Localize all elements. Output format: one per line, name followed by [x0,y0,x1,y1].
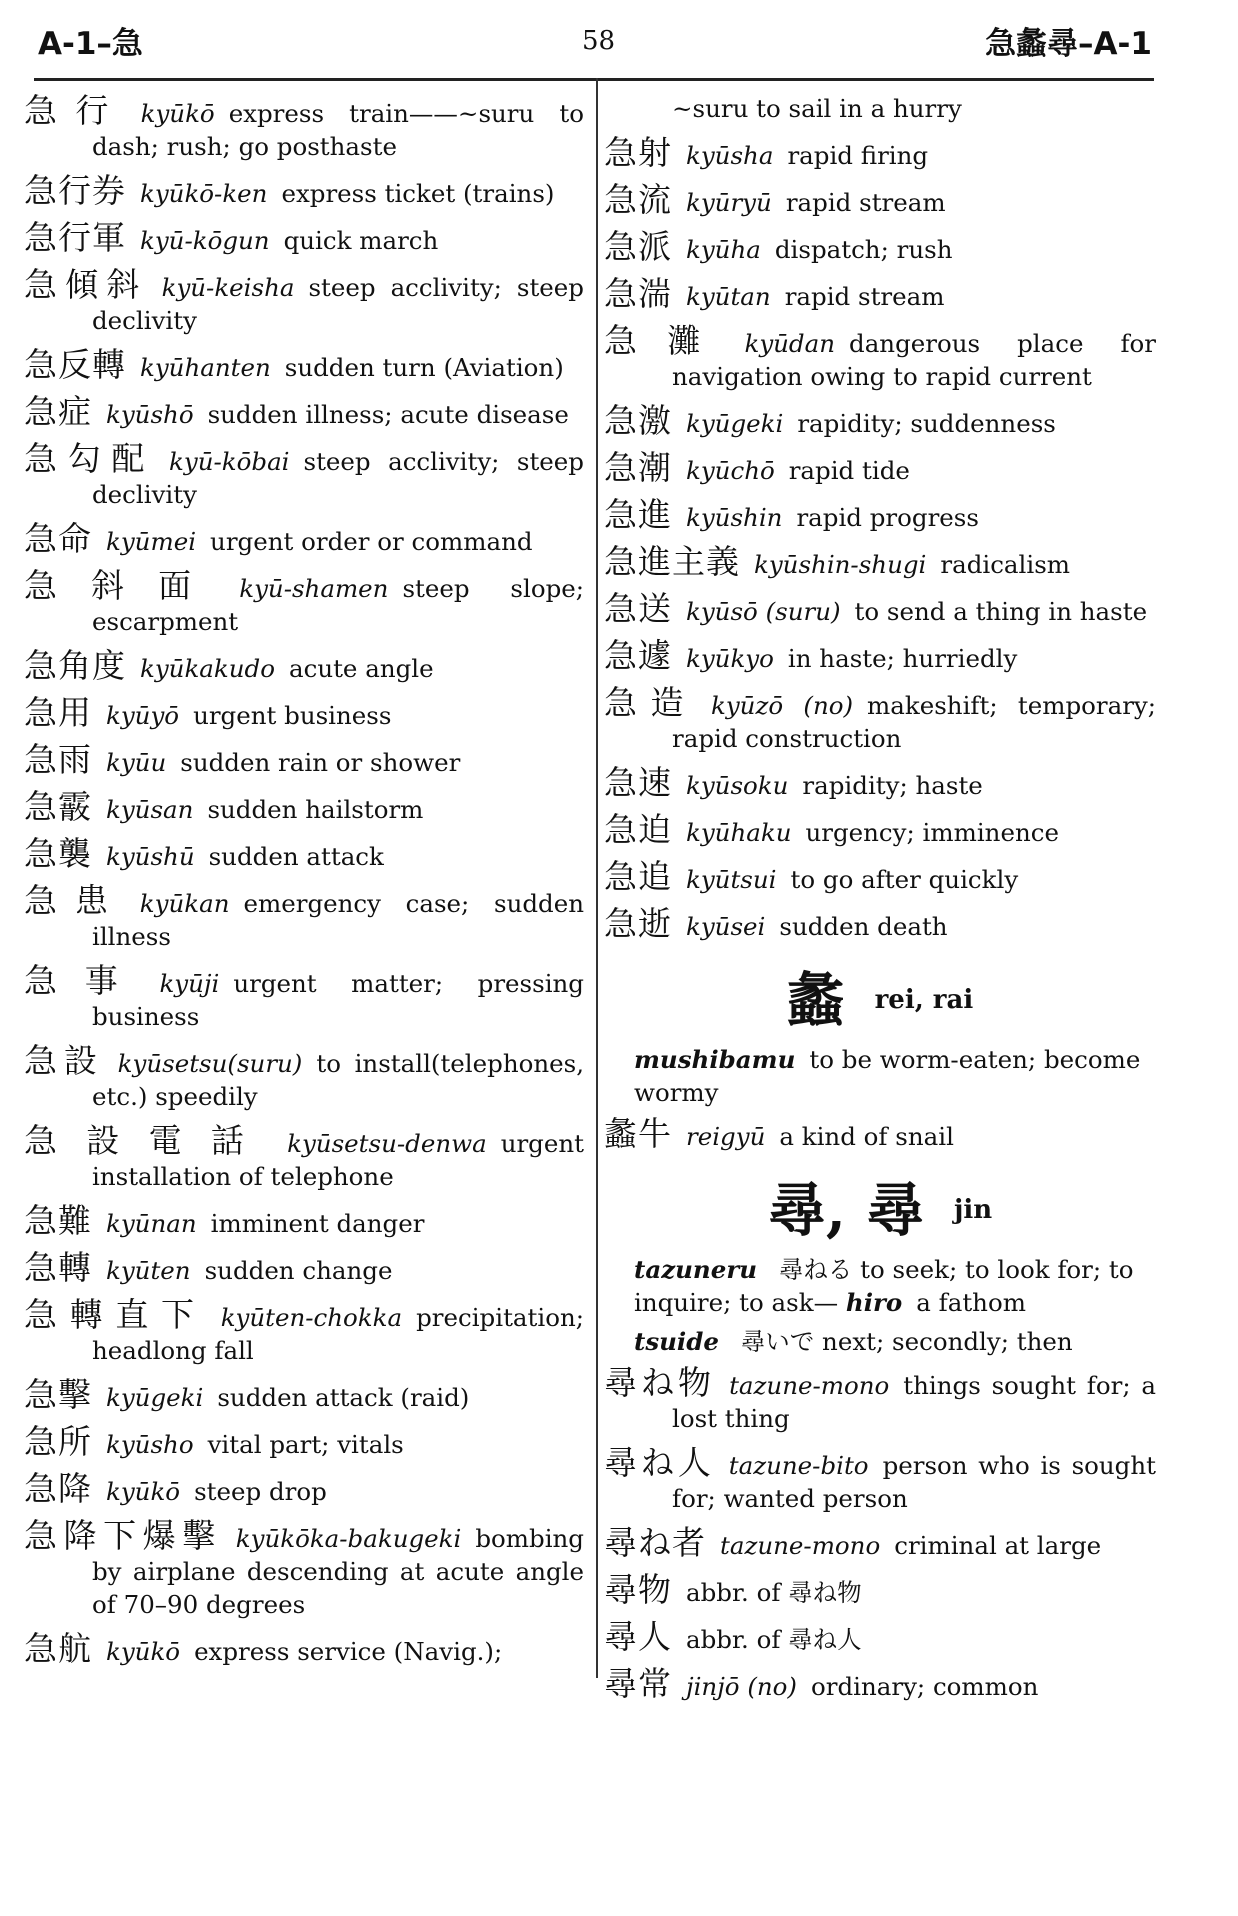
entry-gloss: urgent installation of telephone [92,1129,584,1191]
dictionary-entry [604,1665,1156,1703]
dictionary-entry [24,266,584,337]
entry-headword: 急角度 [24,646,126,685]
dictionary-entry [24,520,584,558]
dictionary-entry [24,962,584,1033]
entry-gloss: rapidity; haste [802,771,983,800]
entry-romaji: tazune-mono [720,1531,881,1560]
dictionary-entry [24,1423,584,1461]
entry-gloss: criminal at large [894,1531,1102,1560]
dictionary-entry [24,1122,584,1193]
entry-gloss: steep acclivity; steep declivity [92,447,584,509]
entry-romaji: kyūmei [106,527,197,556]
entry-headword: 尋物 [604,1570,672,1609]
entry-romaji: tazune-bito [728,1451,869,1480]
entry-headword: 急行 [24,91,127,130]
entry-gloss: dangerous place for navigation owing to rapid current [672,329,1156,391]
entry-romaji: kyūgeki [106,1383,204,1412]
dictionary-entry [604,590,1156,628]
kanji-heading-rei [604,967,1156,1033]
entry-romaji: kyūkō [106,1477,181,1506]
entry-romaji: kyūryū [686,188,772,217]
kanji-char: 尋, 尋 [767,1176,925,1244]
entry-headword: 急設電話 [24,1121,274,1160]
entry-gloss: radicalism [940,550,1071,579]
page-number: 58 [582,26,616,56]
entry-headword: 急速 [604,763,672,802]
dictionary-entry [24,393,584,431]
definition-word: hiro [845,1288,903,1317]
dictionary-entry [604,1115,1156,1153]
definition-kana: 尋いで [740,1327,815,1356]
dictionary-entry [24,1202,584,1240]
entry-gloss: bombing by airplane descending at acute angle of 70–90 degrees [92,1524,584,1619]
entry-romaji: kyūsei [686,912,766,941]
entry-headword: 急進 [604,495,672,534]
entry-romaji: kyūgeki [686,409,784,438]
entry-gloss: to install(telephones, etc.) speedily [92,1049,584,1111]
entry-romaji: kyūsō (suru) [686,597,841,626]
entry-headword: 急症 [24,392,92,431]
continued-text: ~suru to sail in a hurry [672,94,962,123]
entry-headword: 急擊 [24,1375,92,1414]
dictionary-entry [604,543,1156,581]
entry-romaji: kyūji [159,969,220,998]
dictionary-entry [24,788,584,826]
kanji-definition [604,1325,1156,1358]
entry-gloss: to send a thing in haste [854,597,1148,626]
entry-headword: 急難 [24,1201,92,1240]
dictionary-entry [604,1444,1156,1515]
entry-gloss: sudden hailstorm [207,795,424,824]
dictionary-entry [24,647,584,685]
dictionary-entry [24,440,584,511]
dictionary-entry [24,1042,584,1113]
entry-romaji: kyūsan [106,795,194,824]
entry-gloss: steep drop [194,1477,327,1506]
dictionary-entry [24,882,584,953]
entry-romaji: kyūsho [106,1430,194,1459]
entry-romaji: kyūsetsu-denwa [287,1129,487,1158]
entry-romaji: kyūshin [686,503,783,532]
entry-romaji: kyūsetsu(suru) [117,1049,303,1078]
entry-gloss: rapid stream [784,282,945,311]
dictionary-entry [604,1364,1156,1435]
entry-gloss: imminent danger [210,1209,425,1238]
entry-gloss: rapid stream [785,188,946,217]
dictionary-entry [604,134,1156,172]
entry-headword: 急命 [24,519,92,558]
entry-headword: 急送 [604,589,672,628]
dictionary-entry [24,92,584,163]
entry-gloss: sudden attack (raid) [217,1383,470,1412]
entry-headword: 尋人 [604,1617,672,1656]
definition-word: mushibamu [634,1045,796,1074]
definition-word: tazuneru [634,1255,758,1284]
entry-headword: 急激 [604,401,672,440]
entry-gloss: dispatch; rush [774,235,953,264]
entry-headword: 急流 [604,180,672,219]
entry-gloss: in haste; hurriedly [787,644,1018,673]
entry-headword: 急遽 [604,636,672,675]
entry-romaji: reigyū [686,1122,766,1151]
entry-gloss: abbr. of 尋ね物 [686,1578,862,1607]
entry-romaji: kyū-kōbai [169,447,290,476]
entry-gloss: precipitation; headlong fall [92,1303,584,1365]
entry-headword: 急湍 [604,274,672,313]
entry-romaji: kyūha [686,235,761,264]
entry-romaji: jinjō (no) [686,1672,797,1701]
entry-romaji: kyūkō [106,1637,181,1666]
dictionary-entry [604,322,1156,393]
kanji-definition [604,1043,1156,1109]
entry-romaji: kyūyō [106,701,180,730]
entry-headword: 急降下爆擊 [24,1516,222,1555]
kanji-char: 蠡 [786,966,845,1034]
entry-headword: 急造 [604,683,697,722]
dictionary-entry [24,1249,584,1287]
entry-gloss: quick march [283,226,439,255]
entry-gloss: things sought for; a lost thing [672,1371,1156,1433]
left-column [24,92,584,1677]
dictionary-entry [24,1630,584,1668]
entry-headword: 急潮 [604,448,672,487]
entry-gloss: sudden illness; acute disease [207,400,569,429]
dictionary-entry [24,1376,584,1414]
entry-headword: 急轉直下 [24,1295,207,1334]
entry-romaji: kyūnan [106,1209,197,1238]
entry-romaji: kyūchō [686,456,775,485]
dictionary-entry [604,811,1156,849]
entry-headword: 急襲 [24,834,92,873]
entry-romaji: kyūhaku [686,818,792,847]
definition-text: to seek; to look for; to inquire; to ask— [634,1255,1134,1317]
entry-gloss: express service (Navig.); [194,1637,503,1666]
entry-gloss: ordinary; common [811,1672,1039,1701]
header-rule [34,78,1154,81]
entry-romaji: kyūtan [686,282,771,311]
dictionary-entry [604,449,1156,487]
entry-gloss: a kind of snail [779,1122,954,1151]
entry-gloss: abbr. of 尋ね人 [686,1625,862,1654]
dictionary-entry [24,741,584,779]
entry-romaji: kyūhanten [140,353,271,382]
dictionary-entry [24,567,584,638]
entry-gloss: acute angle [288,654,434,683]
entry-gloss: sudden turn (Aviation) [284,353,564,382]
entry-headword: 急迫 [604,810,672,849]
entry-headword: 蠡牛 [604,1114,672,1153]
entry-romaji: kyūkakudo [140,654,275,683]
entry-headword: 急航 [24,1629,92,1668]
entry-romaji: kyūzō (no) [710,691,854,720]
entry-gloss: sudden death [779,912,948,941]
entry-romaji: kyūshū [106,842,195,871]
entry-gloss: sudden rain or shower [180,748,461,777]
entry-headword: 尋ね人 [604,1443,715,1482]
definition-text: a fathom [916,1288,1026,1317]
entry-headword: 急傾斜 [24,265,148,304]
entry-romaji: kyūkō [140,99,215,128]
definition-text: to be worm-eaten; become wormy [634,1045,1141,1107]
entry-romaji: kyūten-chokka [220,1303,403,1332]
dictionary-entry [24,694,584,732]
dictionary-entry [604,1571,1156,1609]
entry-gloss: sudden change [204,1256,393,1285]
entry-romaji: tazune-mono [729,1371,890,1400]
entry-romaji: kyūshin-shugi [754,550,927,579]
entry-headword: 急所 [24,1422,92,1461]
entry-gloss: steep slope; escarpment [92,574,585,636]
entry-romaji: kyūten [106,1256,191,1285]
entry-headword: 尋ね者 [604,1523,706,1562]
entry-headword: 急反轉 [24,345,126,384]
entry-headword: 尋ね物 [604,1363,716,1402]
entry-headword: 急灘 [604,321,731,360]
dictionary-entry [604,858,1156,896]
entry-headword: 急行券 [24,171,126,210]
entry-gloss: express train——~suru to dash; rush; go posthaste [92,99,584,161]
entry-romaji: kyūsha [686,141,774,170]
entry-headword: 急派 [604,227,672,266]
entry-gloss: rapid firing [787,141,929,170]
entry-headword: 急轉 [24,1248,92,1287]
entry-romaji: kyūkō-ken [140,179,268,208]
entry-romaji: kyū-keisha [161,273,295,302]
entry-headword: 急患 [24,881,126,920]
entry-headword: 急事 [24,961,146,1000]
entry-gloss: rapid progress [796,503,979,532]
right-column [604,92,1156,1712]
dictionary-entry [604,181,1156,219]
dictionary-entry [24,219,584,257]
dictionary-entry [24,1517,584,1621]
dictionary-entry [604,1524,1156,1562]
header-right: 急蠡尋–A-1 [985,26,1152,62]
entry-gloss: urgent matter; pressing business [92,969,584,1031]
entry-headword: 急行軍 [24,218,126,257]
entry-gloss: urgent business [193,701,392,730]
entry-headword: 急用 [24,693,92,732]
entry-headword: 急斜面 [24,566,226,605]
dictionary-entry [604,275,1156,313]
entry-gloss: sudden attack [208,842,384,871]
entry-headword: 尋常 [604,1664,672,1703]
entry-gloss: rapidity; suddenness [797,409,1056,438]
definition-kana: 尋ねる [778,1255,853,1284]
dictionary-entry [24,346,584,384]
entry-headword: 急逝 [604,904,672,943]
entry-romaji: kyū-kōgun [140,226,270,255]
entry-gloss: person who is sought for; wanted person [672,1451,1156,1513]
dictionary-entry [604,905,1156,943]
dictionary-entry [604,684,1156,755]
dictionary-entry [604,228,1156,266]
rei-entry-list [604,1115,1156,1153]
definition-word: tsuide [634,1327,719,1356]
kanji-reading: rei, rai [874,984,974,1015]
entry-romaji: kyū-shamen [239,574,389,603]
dictionary-entry [604,496,1156,534]
entry-romaji: kyūsoku [686,771,789,800]
entry-headword: 急雨 [24,740,92,779]
entry-gloss: urgency; imminence [805,818,1059,847]
entry-gloss: express ticket (trains) [281,179,555,208]
dictionary-entry [604,764,1156,802]
kanji-definition [604,1253,1156,1319]
entry-gloss: rapid tide [788,456,910,485]
right-entry-list [604,134,1156,943]
entry-gloss: to go after quickly [790,865,1019,894]
entry-headword: 急勾配 [24,439,156,478]
entry-headword: 急射 [604,133,672,172]
definition-text: next; secondly; then [822,1327,1073,1356]
entry-gloss: vital part; vitals [207,1430,404,1459]
column-divider [596,78,598,1678]
entry-gloss: makeshift; temporary; rapid construction [672,691,1157,753]
entry-romaji: kyūkan [139,889,230,918]
header-left: A-1–急 [38,26,143,62]
entry-romaji: kyūshō [106,400,194,429]
entry-romaji: kyūkyo [686,644,774,673]
entry-gloss: urgent order or command [210,527,533,556]
dictionary-entry [604,637,1156,675]
dictionary-entry [604,1618,1156,1656]
entry-gloss: emergency case; sudden illness [92,889,584,951]
dictionary-entry [604,402,1156,440]
entry-headword: 急設 [24,1041,104,1080]
dictionary-entry [24,1296,584,1367]
entry-headword: 急霰 [24,787,92,826]
entry-romaji: kyūu [106,748,167,777]
dictionary-entry [24,835,584,873]
entry-romaji: kyūkōka-bakugeki [235,1524,462,1553]
jin-entry-list [604,1364,1156,1703]
kanji-heading-jin [604,1177,1156,1243]
dictionary-entry [24,1470,584,1508]
entry-romaji: kyūdan [744,329,836,358]
entry-romaji: kyūtsui [686,865,777,894]
entry-headword: 急降 [24,1469,92,1508]
entry-headword: 急追 [604,857,672,896]
kanji-reading: jin [954,1194,993,1225]
entry-headword: 急進主義 [604,542,740,581]
entry-gloss: steep acclivity; steep declivity [92,273,584,335]
dictionary-entry [24,172,584,210]
